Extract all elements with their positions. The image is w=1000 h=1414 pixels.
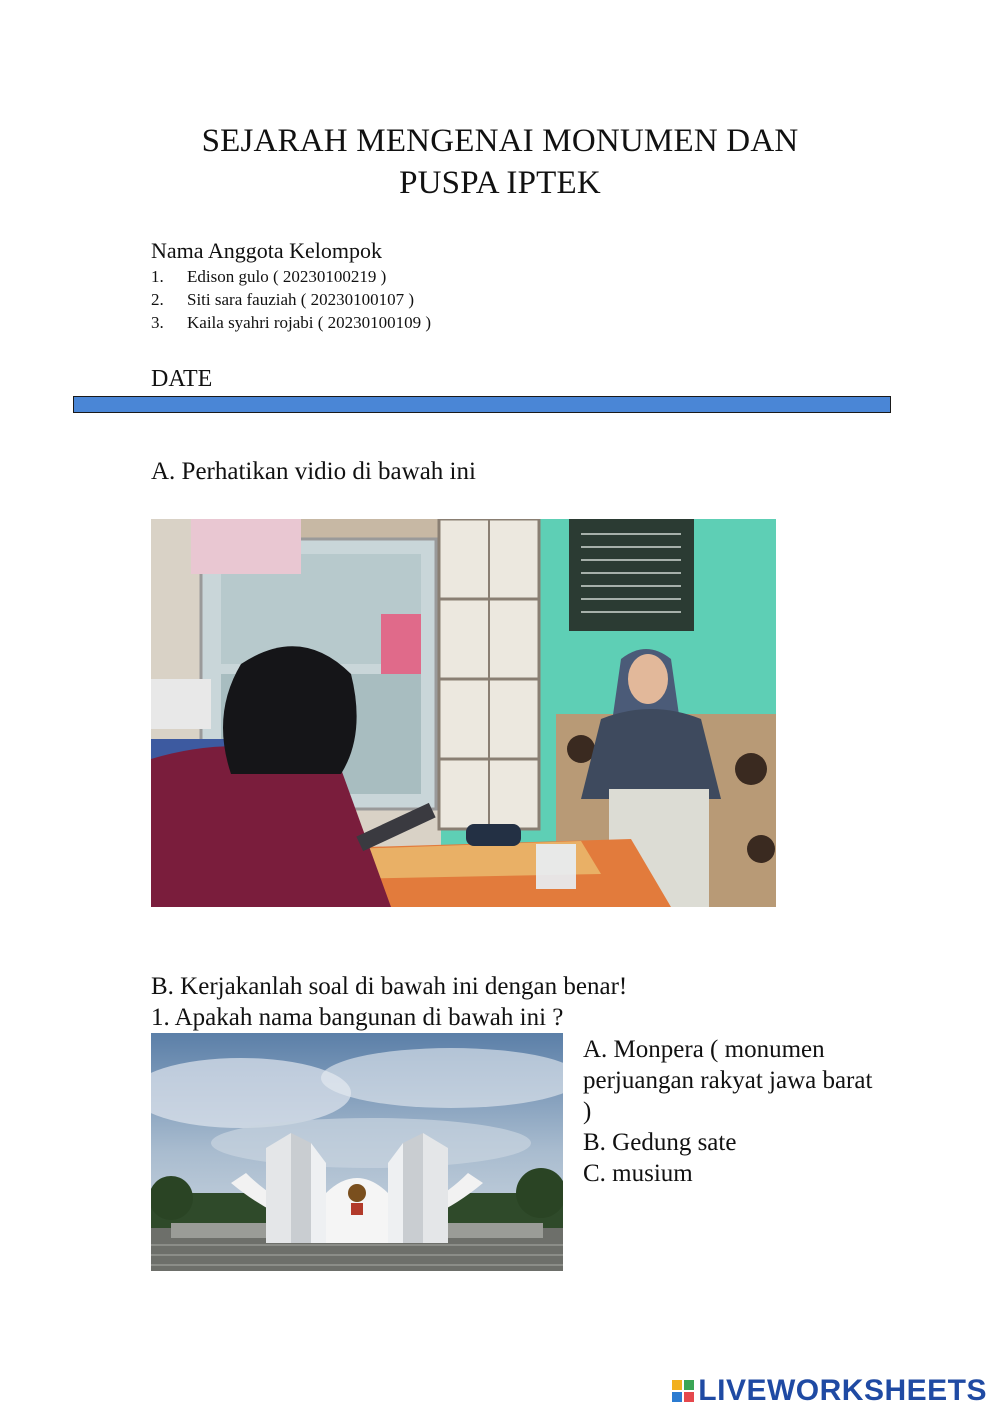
member-name: Kaila syahri rojabi ( 20230100109 )	[187, 313, 432, 332]
section-a-heading: A. Perhatikan vidio di bawah ini	[151, 458, 476, 485]
member-name: Edison gulo ( 20230100219 )	[187, 267, 387, 286]
worksheet-title	[0, 120, 1000, 204]
liveworksheets-logo-icon	[672, 1380, 694, 1402]
date-label: DATE	[151, 366, 213, 392]
liveworksheets-brand	[672, 1374, 987, 1408]
monument-photo	[151, 1033, 563, 1271]
question-1: 1. Apakah nama bangunan di bawah ini ?	[151, 1004, 564, 1031]
interview-photo	[151, 519, 776, 907]
option-c[interactable]: C. musium	[583, 1160, 693, 1187]
title-line-1: SEJARAH MENGENAI MONUMEN DAN	[201, 123, 799, 159]
member-item: 3. Kaila syahri rojabi ( 20230100109 )	[151, 313, 432, 332]
members-label: Nama Anggota Kelompok	[151, 238, 382, 263]
option-b[interactable]: B. Gedung sate	[583, 1129, 737, 1156]
title-line-2: PUSPA IPTEK	[399, 165, 601, 201]
member-list	[151, 265, 431, 334]
member-name: Siti sara fauziah ( 20230100107 )	[187, 290, 415, 309]
section-b-heading: B. Kerjakanlah soal di bawah ini dengan benar!	[151, 973, 628, 1000]
brand-name: LIVEWORKSHEETS	[698, 1374, 987, 1407]
date-input-bar[interactable]	[73, 396, 891, 413]
answer-options	[583, 1034, 883, 1189]
option-a[interactable]: A. Monpera ( monumen perjuangan rakyat jawa barat )	[583, 1036, 873, 1125]
member-item: 1. Edison gulo ( 20230100219 )	[151, 267, 387, 286]
member-item: 2. Siti sara fauziah ( 20230100107 )	[151, 290, 415, 309]
